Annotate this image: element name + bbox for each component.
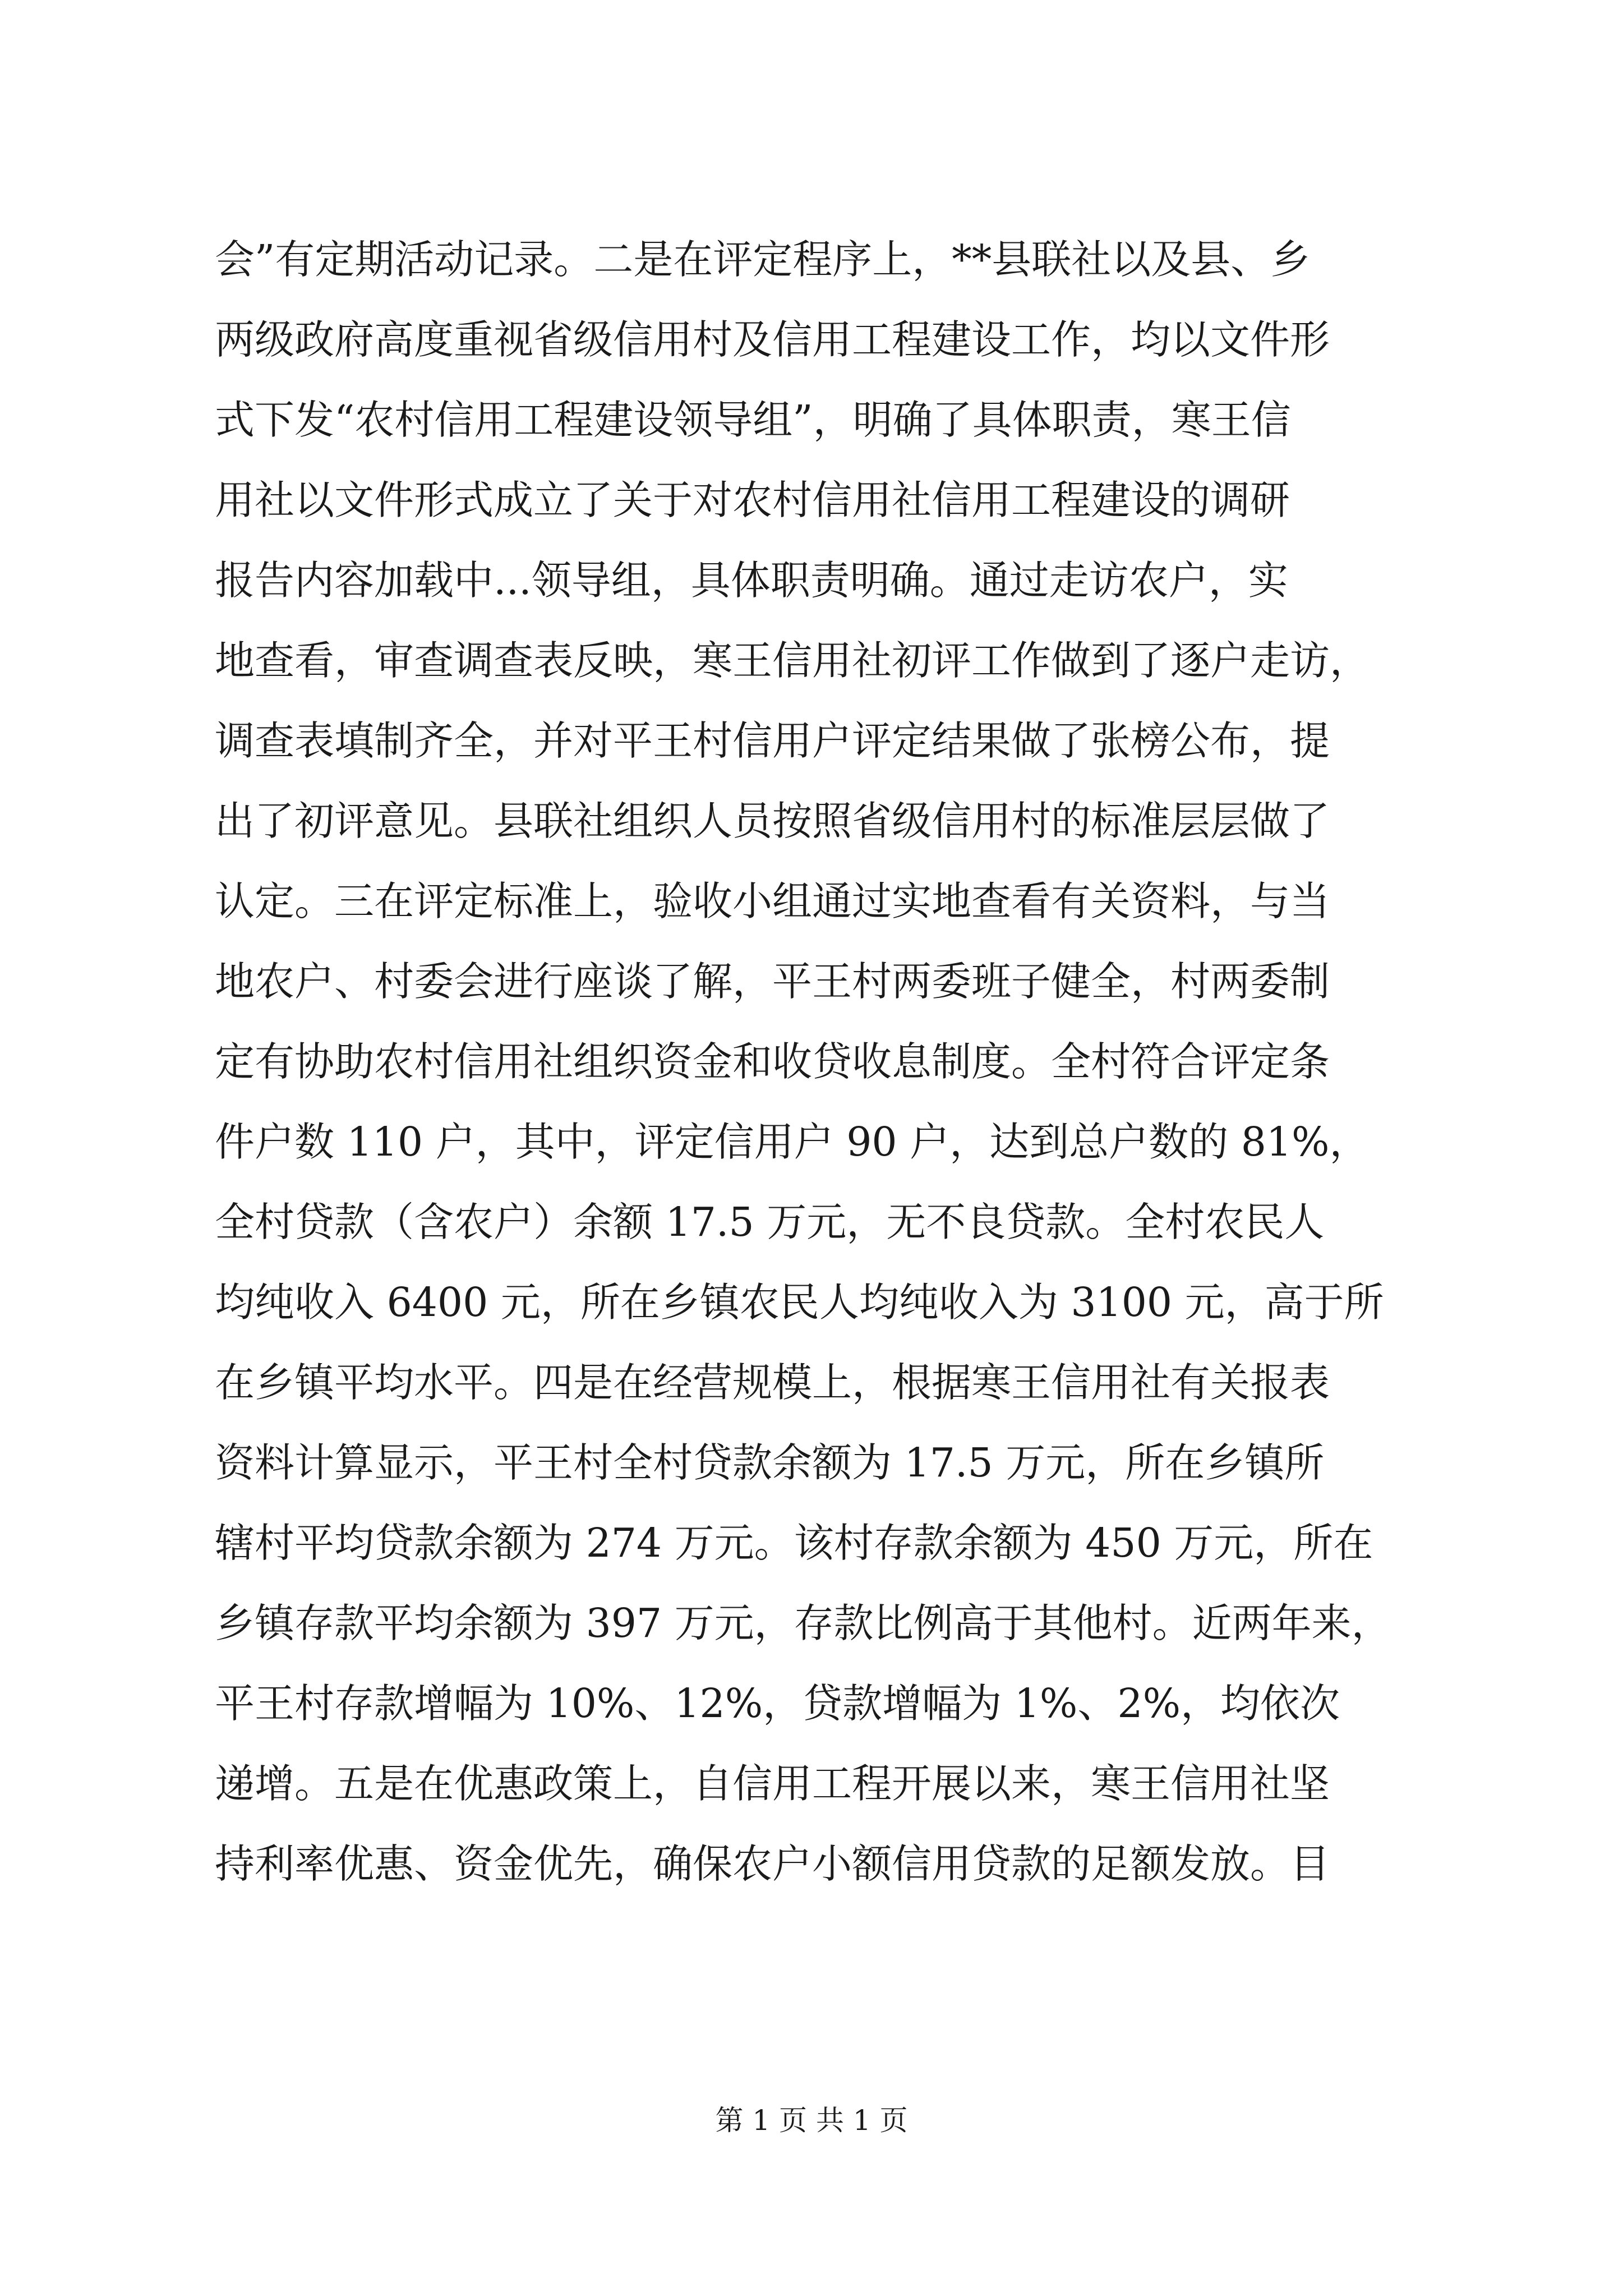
text-line: 辖村平均贷款余额为 274 万元。该村存款余额为 450 万元，所在 [215,1520,1373,1566]
text-line: 两级政府高度重视省级信用村及信用工程建设工作，均以文件形 [215,316,1330,363]
text-line: 乡镇存款平均余额为 397 万元，存款比例高于其他村。近两年来， [215,1600,1391,1646]
text-line: 认定。三在评定标准上，验收小组通过实地查看有关资料，与当 [215,878,1330,924]
text-line: 全村贷款（含农户）余额 17.5 万元，无不良贷款。全村农民人 [215,1199,1325,1245]
text-line: 出了初评意见。县联社组织人员按照省级信用村的标准层层做了 [215,798,1330,844]
text-line: 件户数 110 户，其中，评定信用户 90 户，达到总户数的 81%， [215,1119,1370,1165]
document-body [215,219,1440,1904]
text-line: 定有协助农村信用社组织资金和收贷收息制度。全村符合评定条 [215,1038,1330,1085]
text-line: 在乡镇平均水平。四是在经营规模上，根据寒王信用社有关报表 [215,1359,1330,1406]
page-footer: 第 1 页 共 1 页 [715,2104,908,2137]
text-line: 会”有定期活动记录。二是在评定程序上，**县联社以及县、乡 [215,236,1311,283]
text-line: 用社以文件形式成立了关于对农村信用社信用工程建设的调研 [215,477,1290,523]
text-line: 均纯收入 6400 元，所在乡镇农民人均纯收入为 3100 元，高于所 [215,1279,1384,1326]
text-line: 地查看，审查调查表反映，寒王信用社初评工作做到了逐户走访， [215,637,1370,684]
text-line: 报告内容加载中...领导组，具体职责明确。通过走访农户，实 [215,557,1288,604]
text-line: 持利率优惠、资金优先，确保农户小额信用贷款的足额发放。目 [215,1841,1330,1887]
text-line: 地农户、村委会进行座谈了解，平王村两委班子健全，村两委制 [215,958,1330,1005]
text-line: 递增。五是在优惠政策上，自信用工程开展以来，寒王信用社坚 [215,1760,1330,1807]
text-line: 调查表填制齐全，并对平王村信用户评定结果做了张榜公布，提 [215,717,1330,764]
text-line: 资料计算显示，平王村全村贷款余额为 17.5 万元，所在乡镇所 [215,1439,1325,1486]
text-line: 平王村存款增幅为 10%、12%，贷款增幅为 1%、2%，均依次 [215,1680,1340,1727]
text-line: 式下发“农村信用工程建设领导组”，明确了具体职责，寒王信 [215,397,1291,443]
